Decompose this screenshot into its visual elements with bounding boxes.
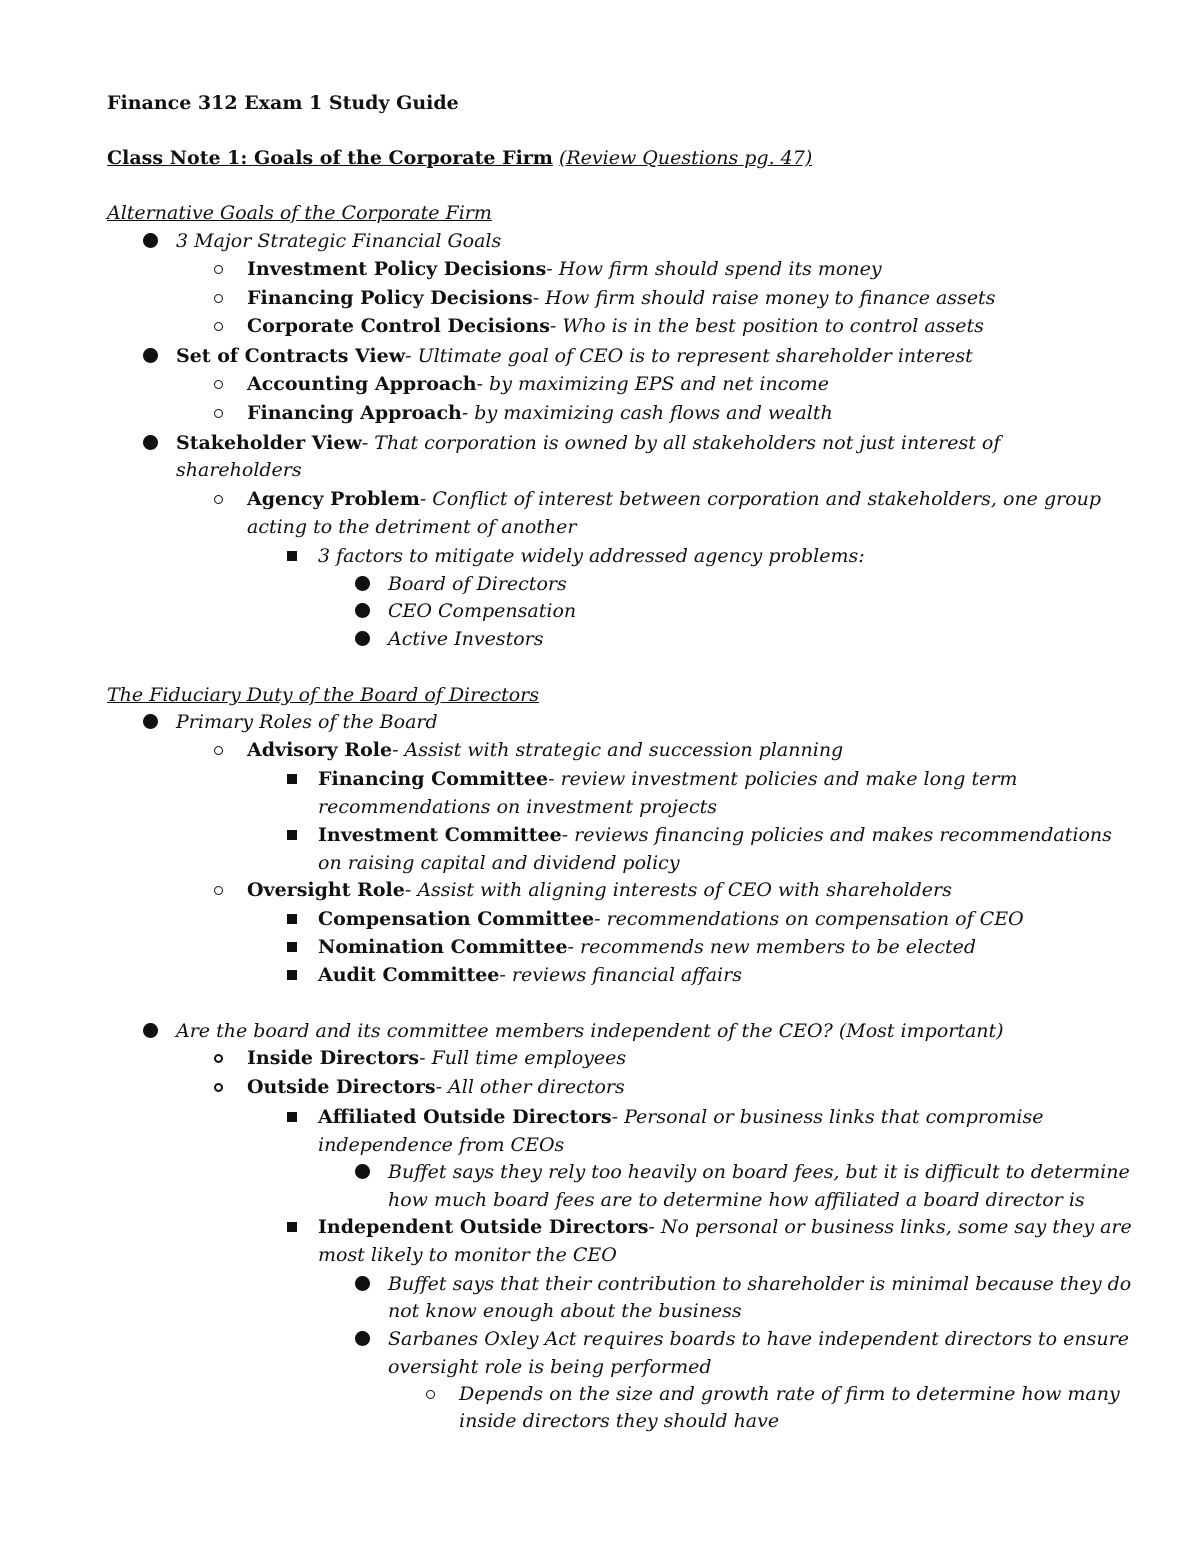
- outline-item: [318, 1132, 564, 1158]
- disc-bullet-icon: [355, 1331, 370, 1346]
- outline-item: [388, 1326, 1129, 1352]
- circle-bullet-icon: [214, 746, 223, 755]
- outline-item-text: - Personal or business links that compromise: [611, 1106, 1044, 1128]
- outline-item: [176, 1018, 1004, 1044]
- outline-item: [247, 877, 952, 903]
- outline-item: [318, 766, 1017, 792]
- outline-item-term: Corporate Control Decisions: [247, 315, 550, 337]
- outline-item-term: Agency Problem: [247, 488, 420, 510]
- outline-item: [459, 1381, 1120, 1407]
- outline-item-term: Investment Policy Decisions: [247, 258, 547, 280]
- outline-item-text: - Conflict of interest between corporation and stakeholders, one group: [419, 488, 1102, 510]
- outline-item-text: - Full time employees: [419, 1047, 627, 1069]
- outline-item-text: - reviews financial affairs: [499, 964, 742, 986]
- square-bullet-icon: [287, 1112, 297, 1122]
- outline-item-text: Depends on the size and growth rate of firm to determine how many: [459, 1383, 1120, 1405]
- outline-item-term: Advisory Role: [247, 739, 393, 761]
- outline-item-text: acting to the detriment of another: [247, 516, 577, 538]
- outline-item-term: Inside Directors: [247, 1047, 420, 1069]
- outline-item: [176, 430, 1000, 456]
- outline-item-term: Nomination Committee: [318, 936, 568, 958]
- document-title: Finance 312 Exam 1 Study Guide: [107, 92, 459, 114]
- outline-item: [459, 1408, 779, 1434]
- disc-bullet-icon: [355, 1164, 370, 1179]
- outline-item-text: not know enough about the business: [388, 1300, 742, 1322]
- outline-item-text: Active Investors: [388, 628, 544, 650]
- outline-item: [388, 1159, 1130, 1185]
- circle-bullet-icon: [214, 1083, 223, 1092]
- outline-item-text: - reviews financing policies and makes recommendations: [561, 824, 1112, 846]
- outline-item: [176, 343, 973, 369]
- outline-item-text: 3 factors to mitigate widely addressed agency problems:: [318, 545, 865, 567]
- outline-item: [247, 371, 829, 397]
- outline-item: [388, 1354, 712, 1380]
- outline-item: [318, 543, 865, 569]
- outline-item-text: most likely to monitor the CEO: [318, 1244, 617, 1266]
- circle-bullet-icon: [214, 495, 223, 504]
- outline-item: [247, 1045, 626, 1071]
- square-bullet-icon: [287, 942, 297, 952]
- outline-item-text: Are the board and its committee members independent of the CEO? (Most important): [176, 1020, 1004, 1042]
- outline-item-text: - Ultimate goal of CEO is to represent shareholder interest: [405, 345, 973, 367]
- disc-bullet-icon: [143, 1023, 158, 1038]
- outline-item-term: Outside Directors: [247, 1076, 436, 1098]
- disc-bullet-icon: [355, 603, 370, 618]
- circle-bullet-icon: [214, 1054, 223, 1063]
- outline-item-text: - That corporation is owned by all stakeholders not just interest of: [361, 432, 1001, 454]
- disc-bullet-icon: [143, 714, 158, 729]
- outline-item-text: independence from CEOs: [318, 1134, 565, 1156]
- square-bullet-icon: [287, 1222, 297, 1232]
- outline-item: [388, 626, 543, 652]
- outline-item: [318, 962, 742, 988]
- outline-item-term: Affiliated Outside Directors: [318, 1106, 612, 1128]
- square-bullet-icon: [287, 774, 297, 784]
- class-note-heading: [107, 145, 812, 171]
- outline-item: [318, 822, 1112, 848]
- circle-bullet-icon: [214, 409, 223, 418]
- disc-bullet-icon: [143, 435, 158, 450]
- outline-item: [318, 1242, 617, 1268]
- outline-item: [247, 486, 1101, 512]
- outline-item-term: Set of Contracts View: [176, 345, 406, 367]
- outline-item-term: Oversight Role: [247, 879, 405, 901]
- outline-item: [247, 313, 984, 339]
- outline-item-text: Board of Directors: [388, 573, 567, 595]
- outline-item-text: Buffet says that their contribution to shareholder is minimal because they do: [388, 1273, 1132, 1295]
- outline-item: [318, 794, 717, 820]
- outline-item: [247, 514, 576, 540]
- circle-bullet-icon: [214, 294, 223, 303]
- outline-item-text: - No personal or business links, some say they are: [648, 1216, 1132, 1238]
- outline-item: [318, 850, 680, 876]
- outline-item: [247, 1074, 625, 1100]
- outline-item: [247, 400, 833, 426]
- outline-item-term: Audit Committee: [318, 964, 500, 986]
- outline-item: [388, 598, 576, 624]
- outline-item: [176, 228, 501, 254]
- outline-item-text: - Assist with strategic and succession planning: [392, 739, 844, 761]
- outline-item: [318, 1214, 1132, 1240]
- outline-item-text: oversight role is being performed: [388, 1356, 712, 1378]
- outline-item-term: Investment Committee: [318, 824, 562, 846]
- outline-item-text: shareholders: [176, 459, 302, 481]
- class-note-reference: (Review Questions pg. 47): [558, 147, 813, 169]
- outline-item-text: - by maximizing cash flows and wealth: [461, 402, 833, 424]
- outline-item: [388, 1271, 1131, 1297]
- outline-item: [247, 737, 843, 763]
- disc-bullet-icon: [355, 631, 370, 646]
- outline-item-term: Financing Committee: [318, 768, 549, 790]
- outline-item-term: Independent Outside Directors: [318, 1216, 649, 1238]
- outline-item-text: recommendations on investment projects: [318, 796, 717, 818]
- disc-bullet-icon: [355, 576, 370, 591]
- outline-item-term: Stakeholder View: [176, 432, 362, 454]
- class-note-title: Class Note 1: Goals of the Corporate Firm: [107, 147, 553, 169]
- outline-item-text: 3 Major Strategic Financial Goals: [176, 230, 502, 252]
- disc-bullet-icon: [143, 233, 158, 248]
- section-heading: The Fiduciary Duty of the Board of Directors: [107, 684, 540, 706]
- outline-item-text: on raising capital and dividend policy: [318, 852, 680, 874]
- outline-item: [318, 934, 976, 960]
- outline-item: [247, 285, 995, 311]
- outline-item-text: how much board fees are to determine how affiliated a board director is: [388, 1189, 1085, 1211]
- outline-item: [247, 256, 882, 282]
- disc-bullet-icon: [355, 1276, 370, 1291]
- outline-item: [388, 571, 567, 597]
- outline-item-text: - How firm should raise money to finance assets: [532, 287, 996, 309]
- outline-item-text: - by maximizing EPS and net income: [476, 373, 830, 395]
- outline-item: [388, 1187, 1085, 1213]
- square-bullet-icon: [287, 830, 297, 840]
- outline-item: [176, 457, 302, 483]
- outline-item-text: - Who is in the best position to control assets: [549, 315, 984, 337]
- outline-item-text: inside directors they should have: [459, 1410, 780, 1432]
- outline-item-term: Accounting Approach: [247, 373, 477, 395]
- outline-item-text: Primary Roles of the Board: [176, 711, 438, 733]
- section-heading: Alternative Goals of the Corporate Firm: [107, 202, 492, 224]
- outline-item-text: - Assist with aligning interests of CEO with shareholders: [404, 879, 952, 901]
- square-bullet-icon: [287, 970, 297, 980]
- outline-item-text: - recommends new members to be elected: [567, 936, 977, 958]
- outline-item-text: - review investment policies and make long term: [548, 768, 1018, 790]
- circle-bullet-icon: [214, 322, 223, 331]
- outline-item: [318, 906, 1024, 932]
- circle-bullet-icon: [426, 1390, 435, 1399]
- outline-item: [176, 709, 438, 735]
- outline-item-text: - All other directors: [435, 1076, 625, 1098]
- outline-item-text: CEO Compensation: [388, 600, 577, 622]
- outline-item-term: Financing Policy Decisions: [247, 287, 533, 309]
- outline-item-text: Sarbanes Oxley Act requires boards to have independent directors to ensure: [388, 1328, 1129, 1350]
- circle-bullet-icon: [214, 380, 223, 389]
- square-bullet-icon: [287, 914, 297, 924]
- outline-item-text: - recommendations on compensation of CEO: [594, 908, 1024, 930]
- square-bullet-icon: [287, 551, 297, 561]
- circle-bullet-icon: [214, 265, 223, 274]
- outline-item: [318, 1104, 1043, 1130]
- circle-bullet-icon: [214, 886, 223, 895]
- outline-item-term: Financing Approach: [247, 402, 462, 424]
- outline-item-term: Compensation Committee: [318, 908, 595, 930]
- disc-bullet-icon: [143, 348, 158, 363]
- outline-item-text: - How firm should spend its money: [546, 258, 882, 280]
- outline-item-text: Buffet says they rely too heavily on board fees, but it is difficult to determine: [388, 1161, 1130, 1183]
- outline-item: [388, 1298, 742, 1324]
